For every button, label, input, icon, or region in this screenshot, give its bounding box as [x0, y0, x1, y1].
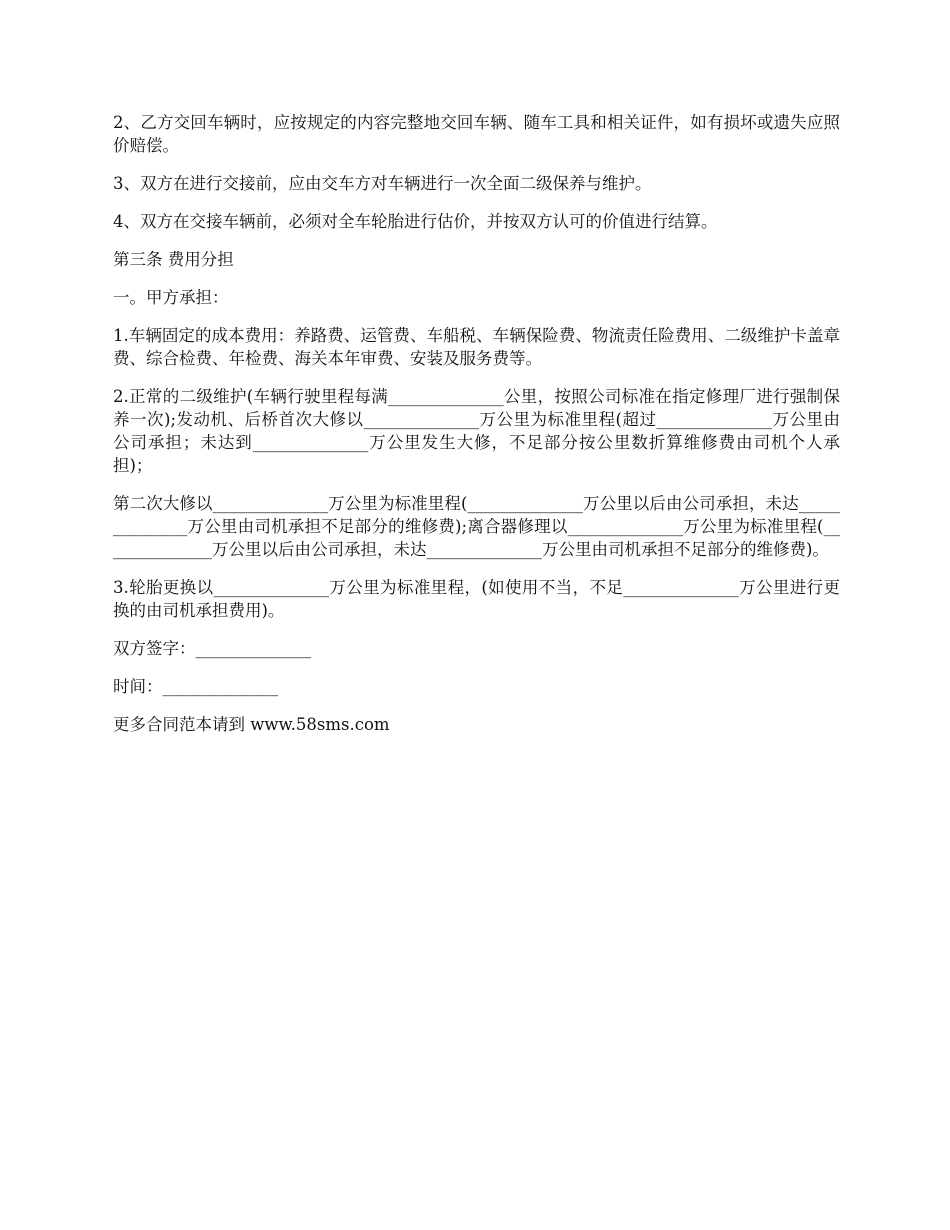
- subheading-party-a: 一。甲方承担：: [113, 288, 229, 307]
- item-second-overhaul: 第二次大修以______________万公里为标准里程(______________万公里以后由公司承担，未达______________万公里由司机承担不足部分的维修费);离合器修理以______________万公里为标准里程(______________万公里以后由公司承担，未达______________万公里由司机承担不足部分的维修费)。: [113, 494, 840, 559]
- clause-maintenance-before-handover: 3、双方在进行交接前，应由交车方对车辆进行一次全面二级保养与维护。: [113, 174, 652, 193]
- footer-link-text: 更多合同范本请到 www.58sms.com: [113, 715, 390, 734]
- signature-line: 双方签字：______________: [113, 639, 311, 658]
- item-tire-replacement: 3.轮胎更换以______________万公里为标准里程，(如使用不当，不足______________万公里进行更换的由司机承担费用)。: [113, 578, 840, 620]
- date-line: 时间：______________: [113, 677, 278, 696]
- clause-tire-valuation: 4、双方在交接车辆前，必须对全车轮胎进行估价，并按双方认可的价值进行结算。: [113, 212, 718, 231]
- item-secondary-maintenance: 2.正常的二级维护(车辆行驶里程每满______________公里，按照公司标准在指定修理厂进行强制保养一次);发动机、后桥首次大修以______________万公里为标准里程(超过______________万公里由公司承担；未达到______________万公里发生大修，不足部分按公里数折算维修费由司机个人承担)；: [113, 387, 840, 475]
- section-heading-cost-sharing: 第三条 费用分担: [113, 250, 234, 269]
- clause-return-vehicle: 2、乙方交回车辆时，应按规定的内容完整地交回车辆、随车工具和相关证件，如有损坏或遗失应照价赔偿。: [113, 113, 840, 155]
- document-body: [113, 111, 840, 751]
- item-fixed-costs: 1.车辆固定的成本费用：养路费、运管费、车船税、车辆保险费、物流责任险费用、二级维护卡盖章费、综合检费、年检费、海关本年审费、安装及服务费等。: [113, 326, 840, 368]
